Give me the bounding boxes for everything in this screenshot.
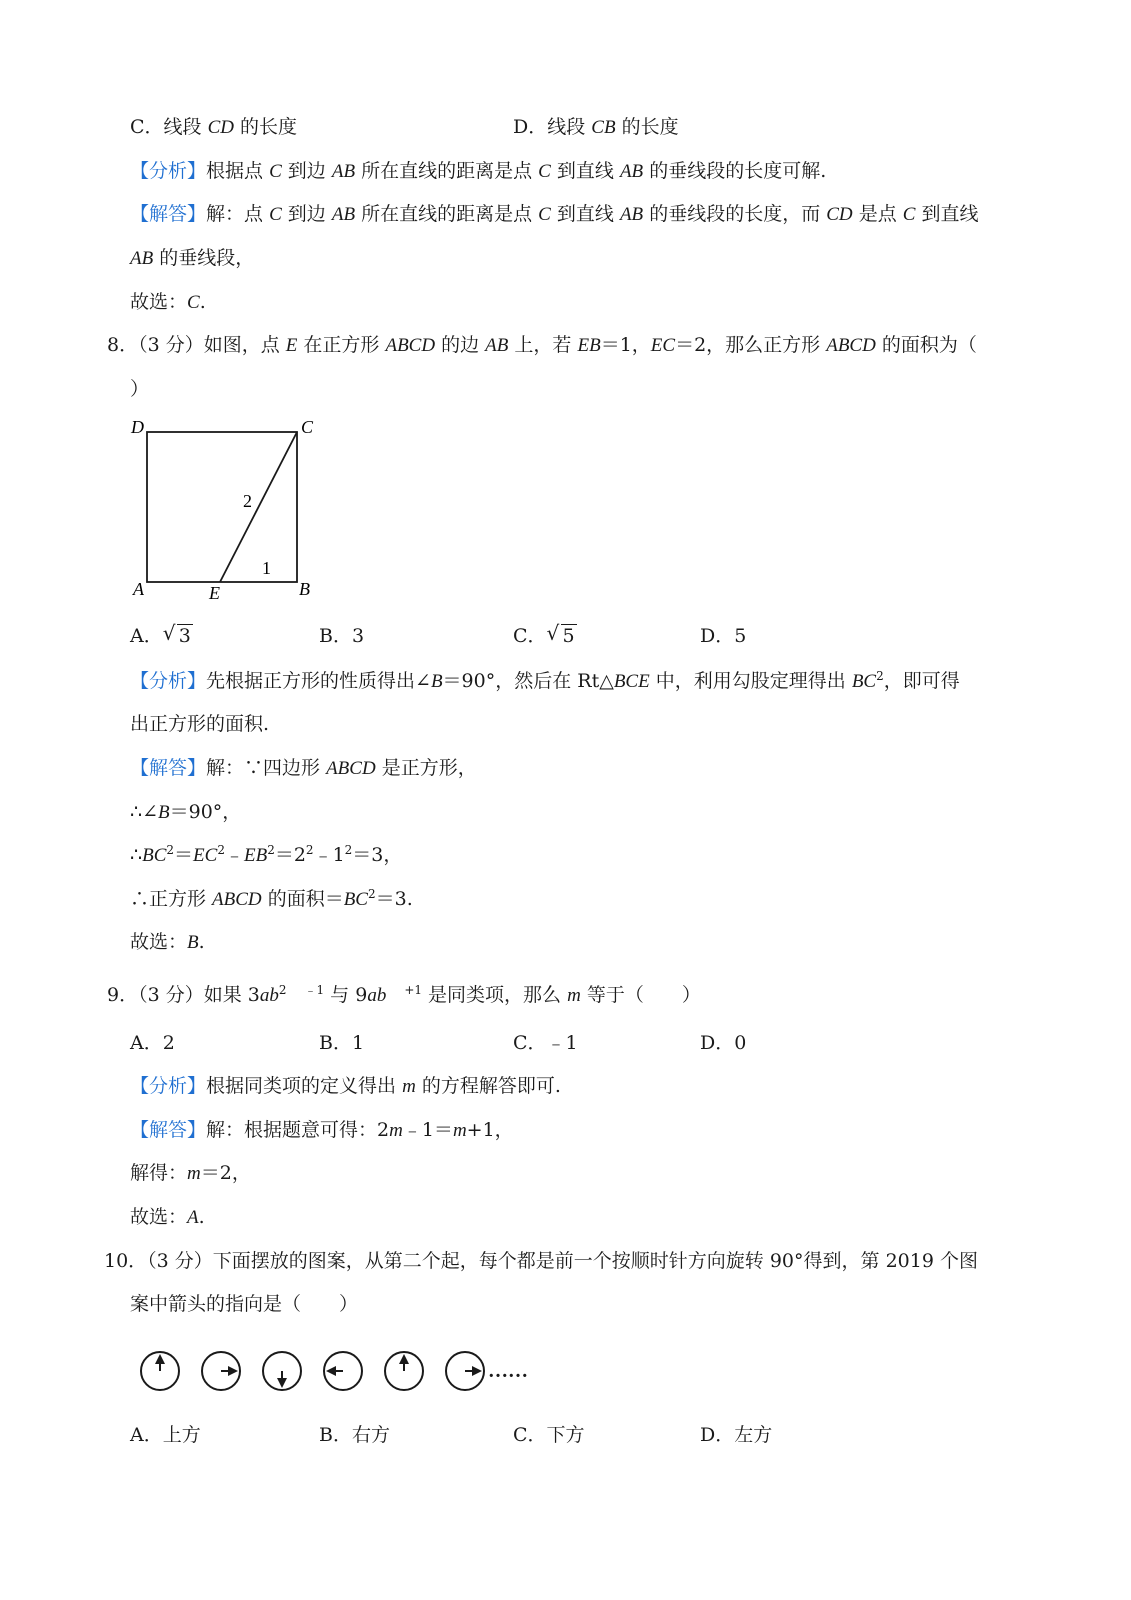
q10-stem-line1: 10．（3 分）下面摆放的图案，从第二个起，每个都是前一个按顺时针方向旋转 90°得到，第 2019 个图 xyxy=(104,1250,978,1272)
q9-option-b: B．1 xyxy=(319,1032,365,1054)
q8-option-b: B．3 xyxy=(319,625,365,647)
q8-answer-line1: 【解答】解：∵四边形 ABCD 是正方形， xyxy=(130,757,477,779)
q9-option-d: D．0 xyxy=(700,1032,747,1054)
segment-ec xyxy=(220,432,297,582)
square-abcd xyxy=(147,432,297,582)
answer-tag: 【解答】 xyxy=(130,1119,207,1141)
q10-stem-line2: 案中箭头的指向是（ ） xyxy=(130,1293,359,1315)
arrow-circle-right-icon xyxy=(446,1352,484,1390)
q10-option-a: A．上方 xyxy=(130,1424,201,1446)
arrow-circle-right-icon xyxy=(202,1352,240,1390)
q8-square-figure xyxy=(125,412,335,607)
answer-tag: 【解答】 xyxy=(130,757,207,779)
label-c: C xyxy=(301,417,314,437)
q9-analysis: 【分析】根据同类项的定义得出 m 的方程解答即可. xyxy=(130,1075,561,1097)
q9-answer-line1: 【解答】解：根据题意可得：2m﹣1＝m+1， xyxy=(130,1119,514,1141)
q10-arrow-sequence xyxy=(130,1345,550,1397)
q7-option-d: D．线段 CB 的长度 xyxy=(513,116,679,138)
analysis-tag: 【分析】 xyxy=(130,160,207,182)
q10-option-c: C．下方 xyxy=(513,1424,585,1446)
q8-option-d: D．5 xyxy=(700,625,747,647)
ellipsis: …… xyxy=(488,1360,528,1382)
label-eb-length: 1 xyxy=(262,558,271,578)
q8-stem-line2: ） xyxy=(130,378,150,400)
arrow-circle-left-icon xyxy=(324,1352,362,1390)
label-ec-length: 2 xyxy=(243,491,252,511)
q8-answer-line4: ∴正方形 ABCD 的面积$=BC^2=3$. xyxy=(130,887,413,910)
q9-option-a: A．2 xyxy=(130,1032,175,1054)
q8-option-a: A． √ 3 xyxy=(130,621,191,647)
q7-analysis: 【分析】根据点 C 到边 AB 所在直线的距离是点 C 到直线 AB 的垂线段的长度可解. xyxy=(130,160,827,182)
q9-option-c: C．﹣1 xyxy=(513,1032,578,1054)
arrow-circle-up-icon xyxy=(385,1352,423,1390)
q8-option-c: C． √ 5 xyxy=(513,621,575,647)
label-a: A xyxy=(133,579,144,599)
q10-option-b: B．右方 xyxy=(319,1424,390,1446)
analysis-tag: 【分析】 xyxy=(130,670,207,692)
analysis-tag: 【分析】 xyxy=(130,1075,207,1097)
q8-analysis-line1: 【分析】先根据正方形的性质得出∠B＝90°，然后在 Rt△BCE 中，利用勾股定理得出 $BC^2$，即可得 xyxy=(130,669,960,692)
arrow-circle-down-icon xyxy=(263,1352,301,1390)
label-b: B xyxy=(299,579,310,599)
q7-choice: 故选：C. xyxy=(130,291,206,313)
q10-option-d: D．左方 xyxy=(700,1424,773,1446)
q8-answer-line2: ∴∠B＝90°， xyxy=(130,801,242,823)
label-e: E xyxy=(209,583,220,603)
q9-stem: 9．（3 分）如果 $3ab^2$ $^{﹣1}$ 与 9ab $^{+1}$ 是同类项，那么 m 等于（ ） xyxy=(107,983,701,1006)
q7-option-c: C．线段 CD 的长度 xyxy=(130,116,298,138)
q8-answer-line3: $\therefore BC^2=EC^2﹣EB^2=2^2﹣1^2=3$， xyxy=(130,843,403,866)
q9-answer-line2: 解得：m＝2， xyxy=(130,1162,251,1184)
answer-tag: 【解答】 xyxy=(130,203,207,225)
q8-choice: 故选：B. xyxy=(130,931,205,953)
label-d: D xyxy=(131,417,144,437)
q8-analysis-line2: 出正方形的面积. xyxy=(130,713,270,735)
q7-answer-line2: AB 的垂线段， xyxy=(130,247,255,269)
q8-stem-line1: 8．（3 分）如图，点 E 在正方形 ABCD 的边 AB 上，若 EB＝1，EC＝2，那么正方形 ABCD 的面积为（ xyxy=(107,334,977,356)
arrow-circle-up-icon xyxy=(141,1352,179,1390)
sqrt-3: √ 3 xyxy=(162,621,191,647)
q9-choice: 故选：A. xyxy=(130,1206,205,1228)
sqrt-5: √ 5 xyxy=(546,621,575,647)
q7-answer-line1: 【解答】解：点 C 到边 AB 所在直线的距离是点 C 到直线 AB 的垂线段的长度，而 CD 是点 C 到直线 xyxy=(130,203,979,225)
